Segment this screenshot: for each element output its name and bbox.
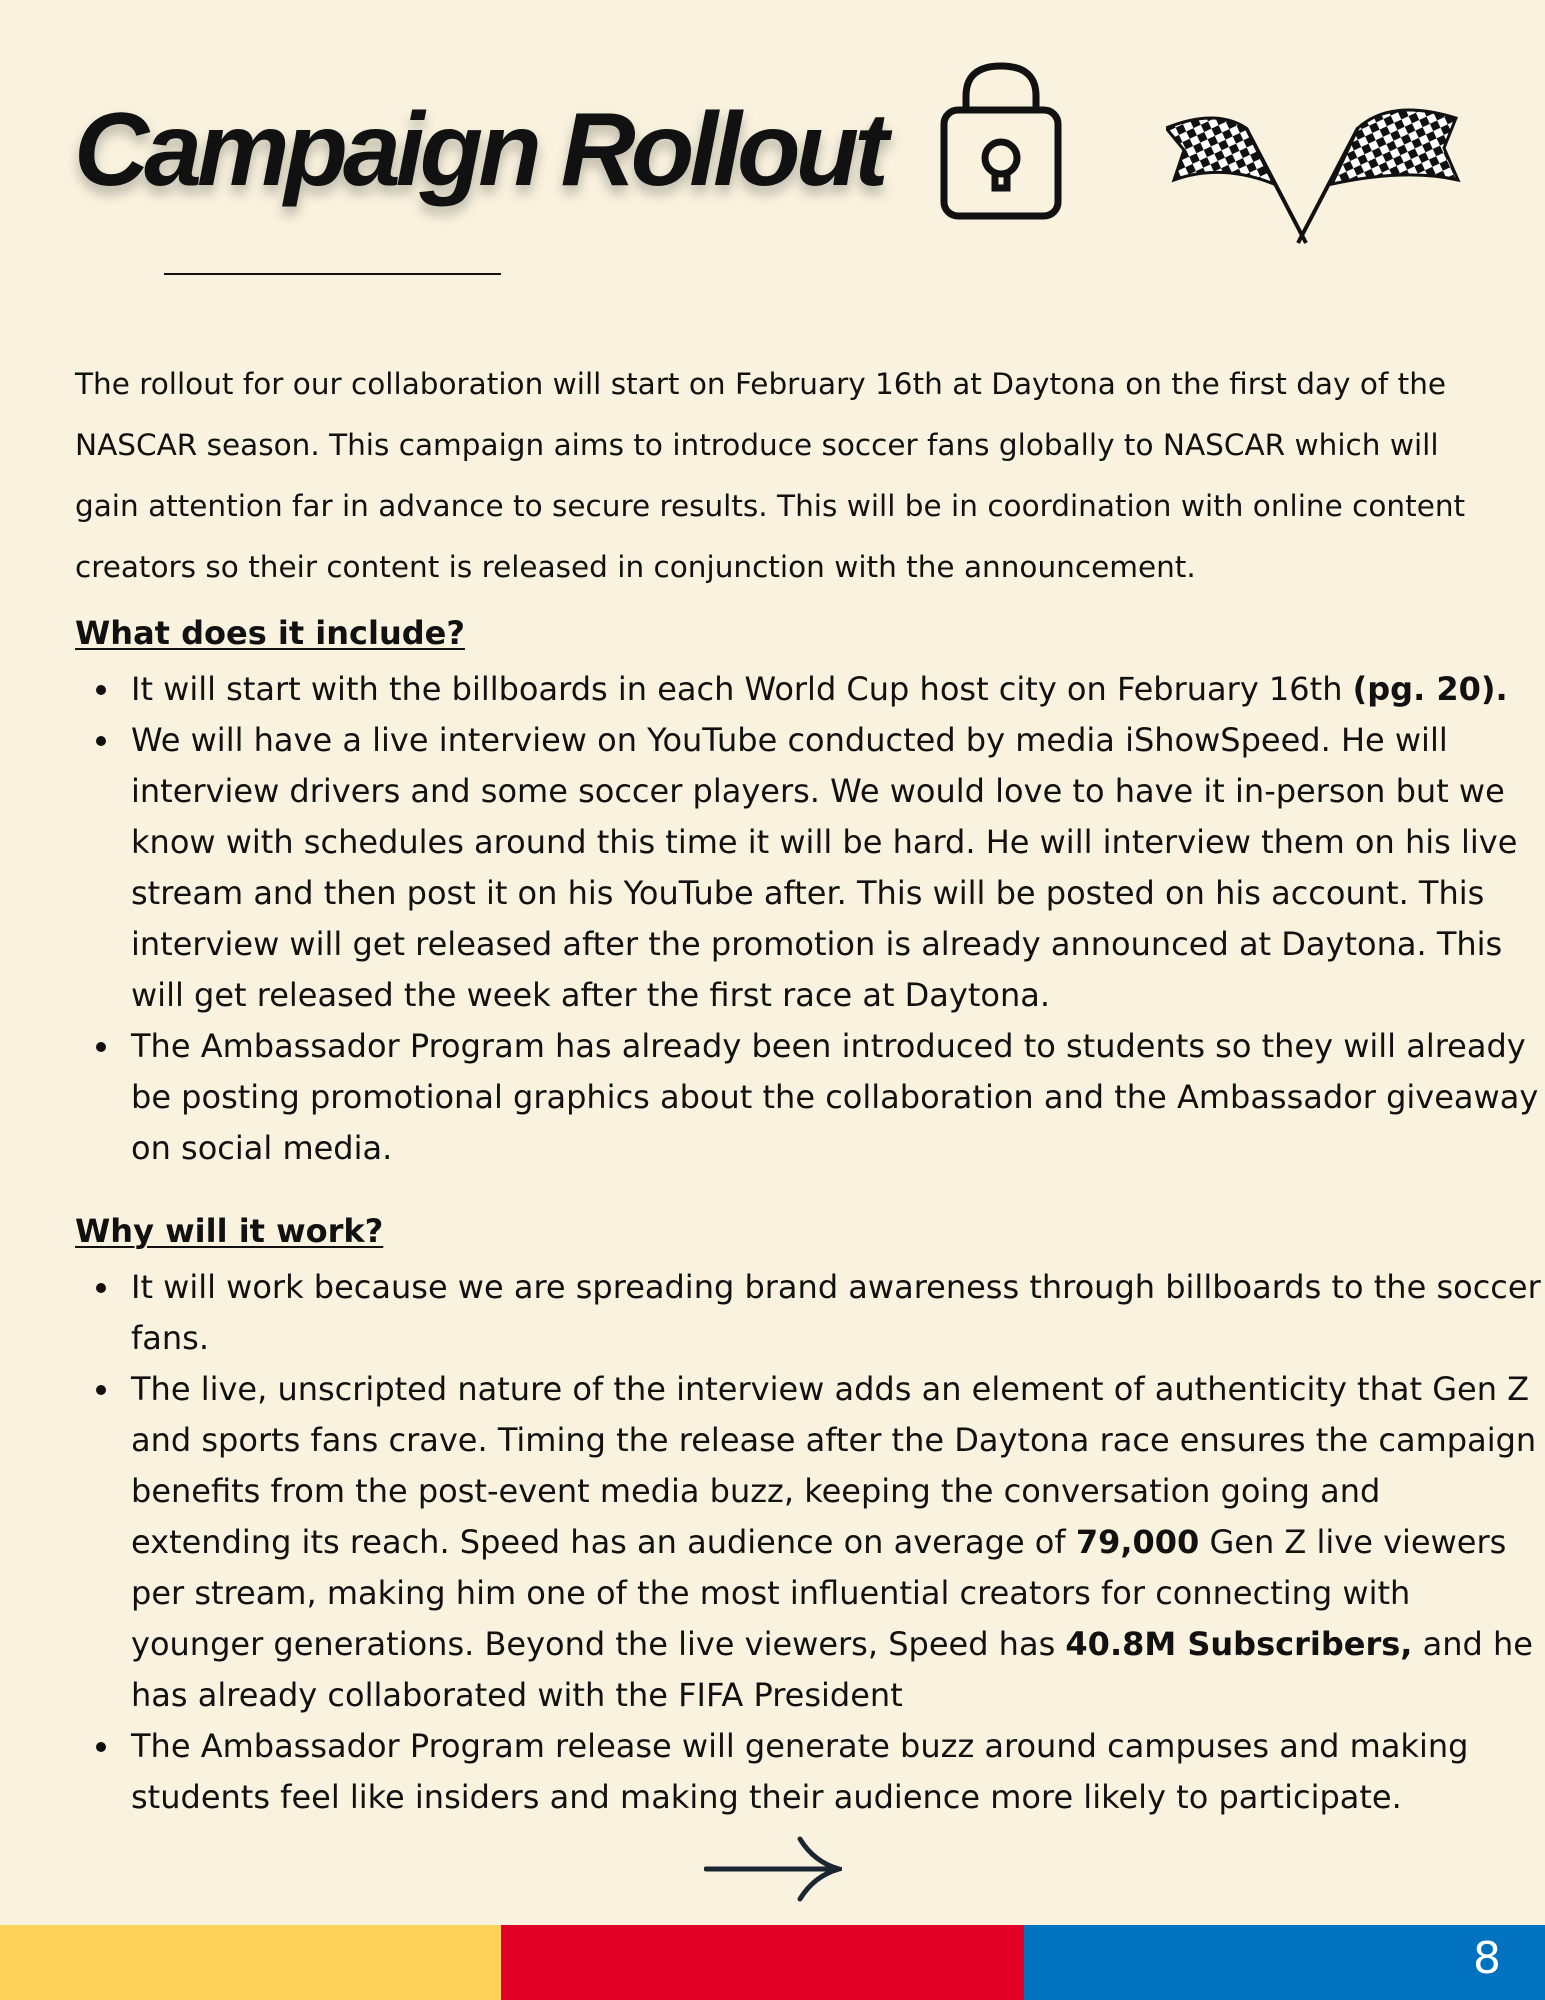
- footer-color-bar: [0, 1925, 1545, 2000]
- title-underline: [164, 273, 501, 275]
- list-item: The live, unscripted nature of the interview adds an element of authenticity that Gen Z and sports fans crave. Timing the release after the Daytona race ensures the campaign benefits from the post-event media buzz, keeping the conversation going and extending its reach. Speed has an audience on average of 79,000 Gen Z live viewers per stream, making him one of the most influential creators for connecting with younger generations. Beyond the live viewers, Speed has 40.8M Subscribers, and he has already collaborated with the FIFA President: [131, 1364, 1541, 1721]
- list-item: We will have a live interview on YouTube conducted by media iShowSpeed. He will interview drivers and some soccer players. We would love to have it in-person but we know with schedules around this time it will be hard. He will interview them on his live stream and then post it on his YouTube after. This will be posted on his account. This interview will get released after the promotion is already announced at Daytona. This will get released the week after the first race at Daytona.: [131, 715, 1541, 1021]
- footer-bar-red: [501, 1925, 1024, 2000]
- list-item: It will work because we are spreading brand awareness through billboards to the soccer fans.: [131, 1262, 1541, 1364]
- list-item: It will start with the billboards in each World Cup host city on February 16th (pg. 20).: [131, 664, 1541, 715]
- intro-paragraph: The rollout for our collaboration will start on February 16th at Daytona on the first day of the NASCAR season. This campaign aims to introduce soccer fans globally to NASCAR which will gain attention far in advance to secure results. This will be in coordination with online content creators so their content is released in conjunction with the announcement.: [75, 367, 1466, 584]
- list-item: The Ambassador Program release will generate buzz around campuses and making students feel like insiders and making their audience more likely to participate.: [131, 1721, 1541, 1823]
- footer-bar-blue: [1024, 1925, 1545, 2000]
- work-list: [75, 1262, 1541, 1823]
- include-list: [75, 664, 1541, 1174]
- section-heading-work: Why will it work?: [75, 1212, 384, 1250]
- page-number: 8: [1473, 1933, 1501, 1984]
- list-item: The Ambassador Program has already been introduced to students so they will already be posting promotional graphics about the collaboration and the Ambassador giveaway on social media.: [131, 1021, 1541, 1174]
- page-title: Campaign Rollout: [74, 92, 884, 208]
- lock-icon: [938, 62, 1064, 222]
- footer-bar-yellow: [0, 1925, 501, 2000]
- next-arrow-icon[interactable]: [704, 1836, 842, 1902]
- section-heading-include: What does it include?: [75, 614, 465, 652]
- checkered-flags-icon: [1166, 88, 1466, 248]
